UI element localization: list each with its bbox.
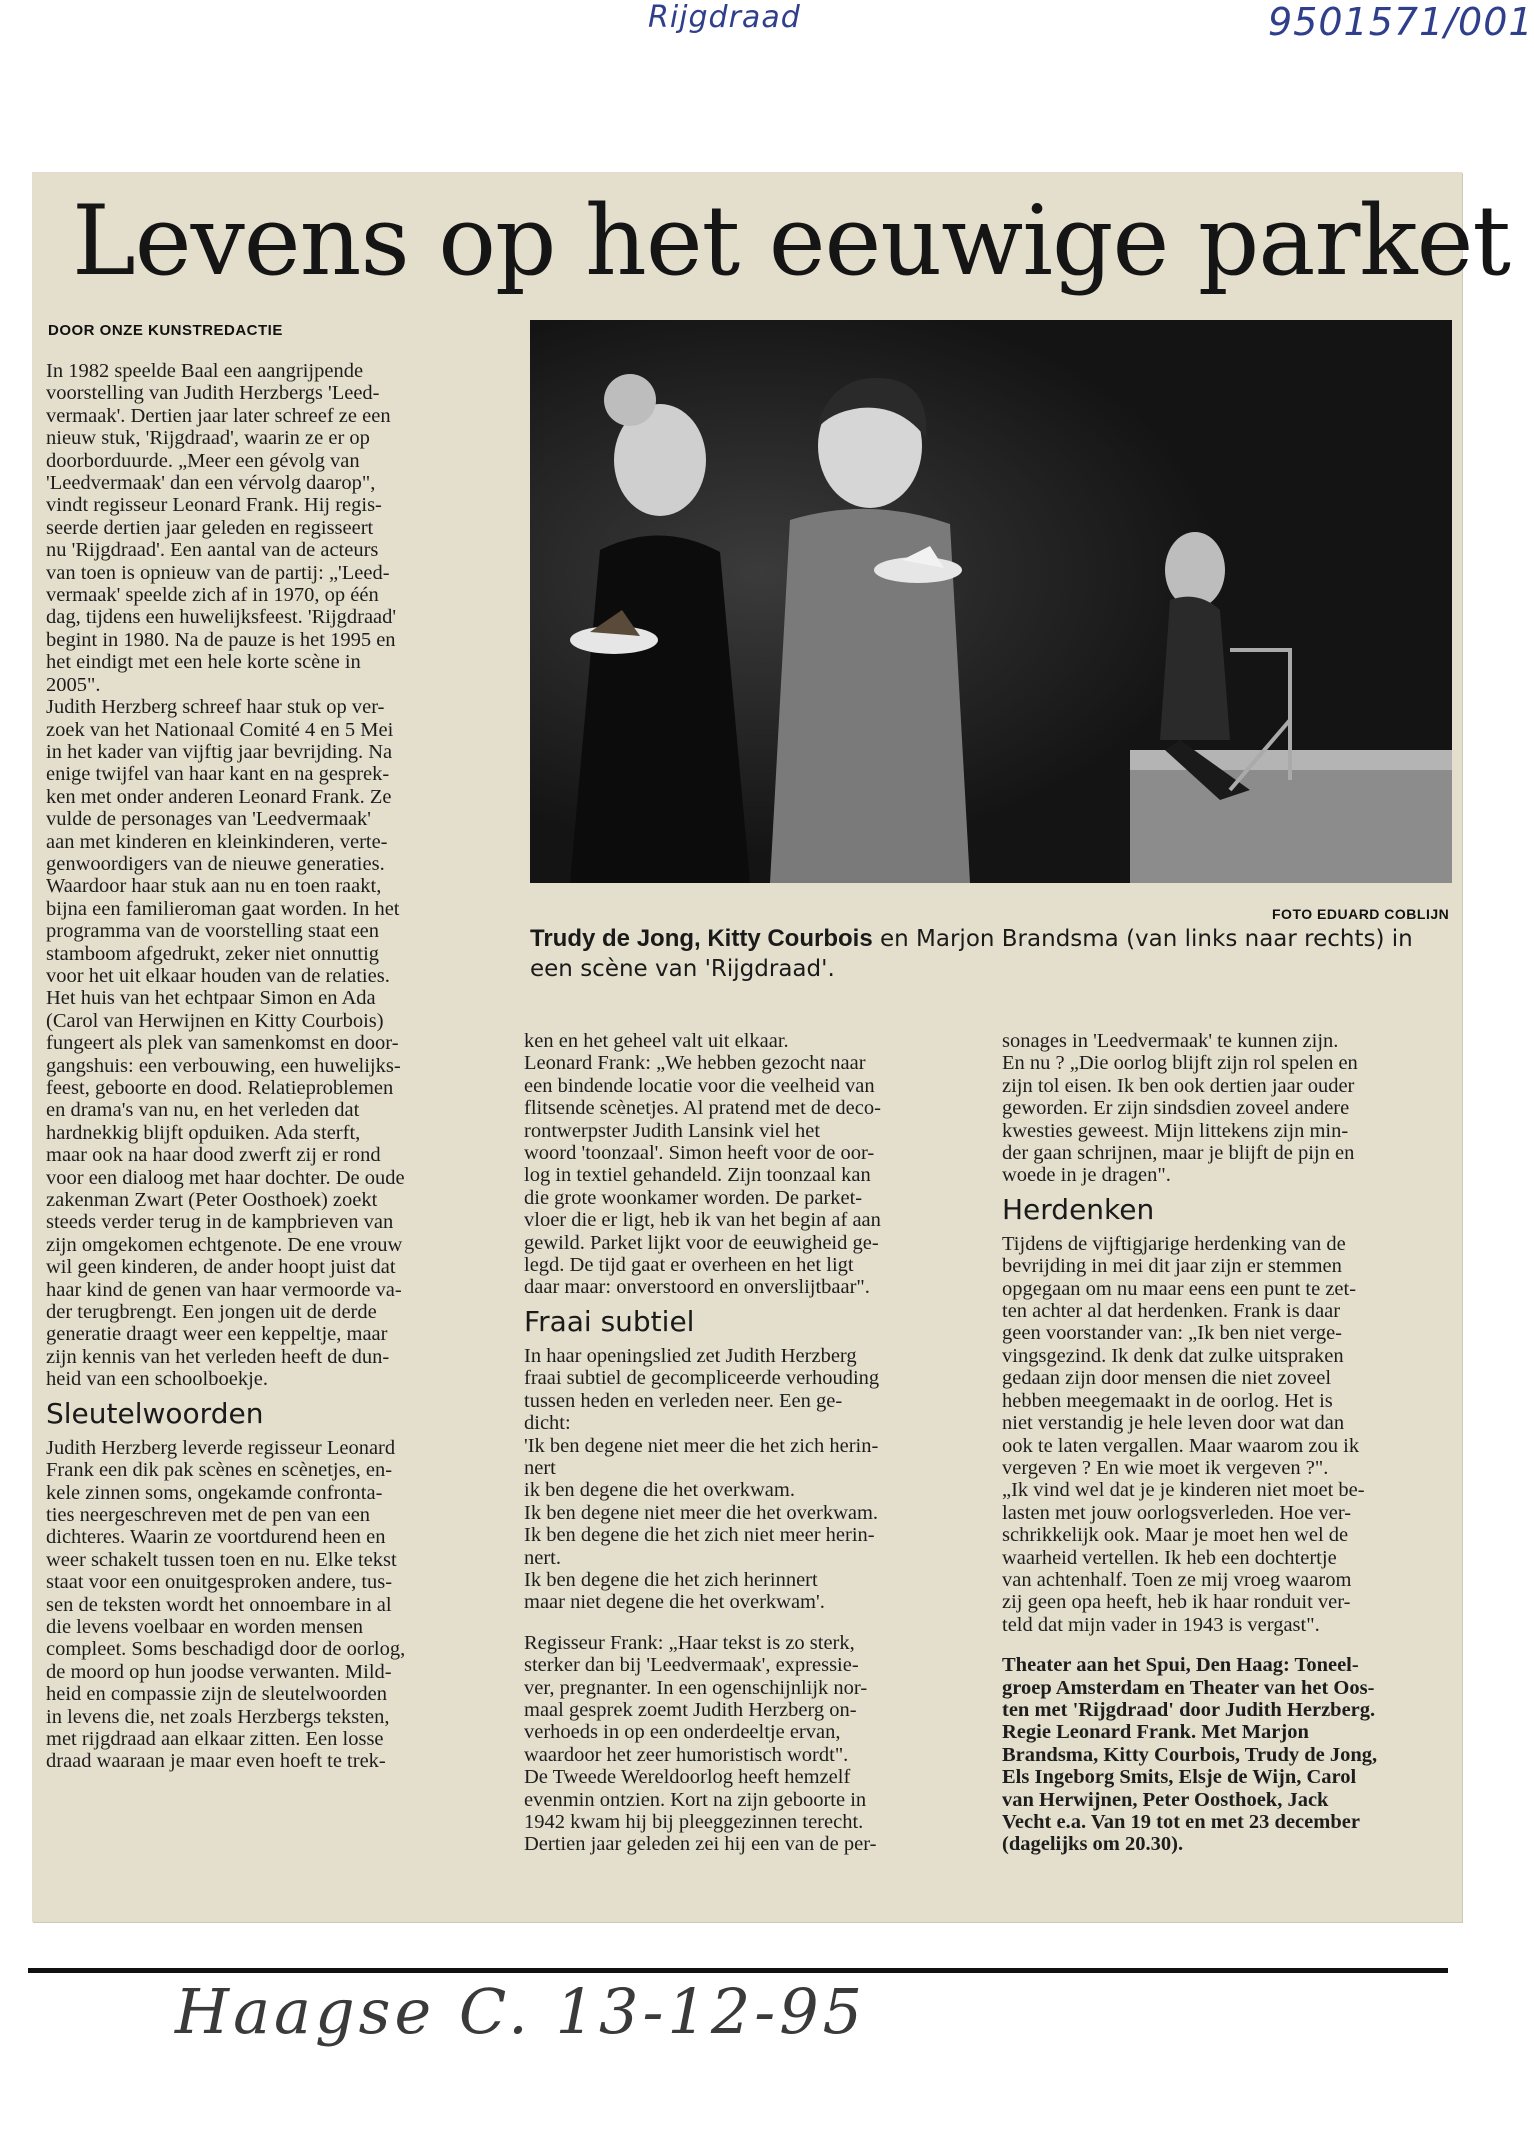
subheading-sleutelwoorden: Sleutelwoorden <box>46 1396 264 1430</box>
article-byline: DOOR ONZE KUNSTREDACTIE <box>48 322 283 339</box>
text-line: sen de teksten wordt het onnoembare in al <box>46 1593 392 1616</box>
text-line: waardoor het zeer humoristisch wordt". <box>524 1743 849 1766</box>
text-line: gewild. Parket lijkt voor de eeuwigheid ge- <box>524 1231 879 1254</box>
text-line: vindt regisseur Leonard Frank. Hij regis- <box>46 494 382 517</box>
text-line: In haar openingslied zet Judith Herzberg <box>524 1344 857 1367</box>
text-line: bijna een familieroman gaat worden. In het <box>46 897 400 920</box>
text-line: ten achter al dat herdenken. Frank is daar <box>1002 1300 1341 1323</box>
text-line: feest, geboorte en dood. Relatieproblemen <box>46 1077 394 1099</box>
text-line: Theater aan het Spui, Den Haag: Toneel- <box>1002 1654 1359 1677</box>
text-line: voor een dialoog met haar dochter. De oude <box>46 1166 405 1189</box>
text-line: Judith Herzberg schreef haar stuk op ver- <box>46 696 385 719</box>
paragraph-group <box>524 1632 984 1856</box>
text-line: hebben meegemaakt in de oorlog. Het is <box>1002 1389 1333 1412</box>
article-column-left <box>46 360 526 1773</box>
text-line: fraai subtiel de gecompliceerde verhouding <box>524 1367 880 1390</box>
newspaper-clipping <box>32 172 1510 1922</box>
article-column-right <box>1002 1030 1452 1856</box>
text-line: opgegaan om nu maar eens een punt te zet- <box>1002 1277 1357 1300</box>
text-line: vermaak' speelde zich af in 1970, op één <box>46 584 379 607</box>
text-line: Leonard Frank: „We hebben gezocht naar <box>524 1052 866 1075</box>
text-line: In 1982 speelde Baal een aangrijpende <box>46 360 364 382</box>
text-line: hardnekkig blijft opduiken. Ada sterft, <box>46 1121 361 1144</box>
text-line: staat voor een onuitgesproken andere, tus- <box>46 1571 393 1594</box>
text-line: in levens die, net zoals Herzbergs teksten, <box>46 1705 390 1728</box>
text-line: De Tweede Wereldoorlog heeft hemzelf <box>524 1766 851 1789</box>
text-line: vermaak'. Dertien jaar later schreef ze een <box>46 404 391 427</box>
text-line: fungeert als plek van samenkomst en door- <box>46 1032 399 1055</box>
paragraph-group <box>524 1345 984 1614</box>
text-line: heid en compassie zijn de sleutelwoorden <box>46 1683 387 1706</box>
text-line: Ik ben degene niet meer die het overkwam. <box>524 1501 879 1524</box>
text-line: nieuw stuk, 'Rijgdraad', waarin ze er op <box>46 427 370 450</box>
text-line: genwoordigers van de nieuwe generaties. <box>46 852 385 875</box>
text-line: Els Ingeborg Smits, Elsje de Wijn, Carol <box>1002 1766 1357 1789</box>
text-line: sonages in 'Leedvermaak' te kunnen zijn. <box>1002 1030 1339 1052</box>
text-line: voorstelling van Judith Herzbergs 'Leed- <box>46 382 380 405</box>
text-line: geworden. Er zijn sindsdien zoveel andere <box>1002 1097 1350 1120</box>
page-divider-rule <box>28 1968 1448 1973</box>
text-line: kele zinnen soms, ongekamde confronta- <box>46 1481 383 1504</box>
photo-caption <box>530 924 1450 984</box>
text-line: flitsende scènetjes. Al pratend met de deco- <box>524 1097 881 1120</box>
text-line: weer schakelt tussen toen en nu. Elke tekst <box>46 1548 397 1571</box>
text-line: doorborduurde. „Meer een gévolg van <box>46 449 360 472</box>
text-line: nert <box>524 1456 556 1479</box>
text-line: Judith Herzberg leverde regisseur Leonard <box>46 1436 396 1459</box>
text-line: dicht: <box>524 1412 571 1435</box>
text-line: vulde de personages van 'Leedvermaak' <box>46 808 371 831</box>
text-line: legd. De tijd gaat er overheen en het ligt <box>524 1254 854 1277</box>
text-line: Ik ben degene die het zich herinnert <box>524 1568 818 1591</box>
text-line: zijn kennis van het verleden heeft de dun- <box>46 1345 390 1368</box>
text-line: een bindende locatie voor die veelheid van <box>524 1074 875 1097</box>
text-line: ver, pregnanter. In een ogenschijnlijk nor- <box>524 1676 868 1699</box>
text-line: rontwerpster Judith Lansink viel het <box>524 1119 821 1142</box>
text-line: compleet. Soms beschadigd door de oorlog, <box>46 1638 406 1661</box>
text-line: Het huis van het echtpaar Simon en Ada <box>46 987 376 1010</box>
text-line: ook te laten vergallen. Maar waarom zou ik <box>1002 1434 1360 1457</box>
text-line: nert. <box>524 1546 561 1569</box>
text-line: Vecht e.a. Van 19 tot en met 23 december <box>1002 1811 1360 1833</box>
text-line: draad waaraan je maar even hoeft te trek- <box>46 1750 386 1773</box>
text-line: die grote woonkamer worden. De parket- <box>524 1186 863 1209</box>
text-line: Tijdens de vijftigjarige herdenking van de <box>1002 1232 1346 1255</box>
text-line: lasten met jouw oorlogsverleden. Hoe ver- <box>1002 1501 1352 1524</box>
text-line: 'Ik ben degene niet meer die het zich herin- <box>524 1434 879 1457</box>
text-line: stamboom afgedrukt, zeker niet onnuttig <box>46 942 380 965</box>
text-line: tussen heden en verleden neer. Een ge- <box>524 1389 843 1412</box>
text-line: 'Leedvermaak' dan een vérvolg daarop", <box>46 472 376 495</box>
text-line: Frank een dik pak scènes en scènetjes, en- <box>46 1459 393 1482</box>
text-line: in het kader van vijftig jaar bevrijding. Na <box>46 740 393 763</box>
photo-credit: FOTO EDUARD COBLIJN <box>1272 906 1450 922</box>
text-line: zijn tol eisen. Ik ben ook dertien jaar ouder <box>1002 1074 1355 1097</box>
text-line: log in textiel gehandeld. Zijn toonzaal kan <box>524 1164 871 1187</box>
text-line: Ik ben degene die het zich niet meer herin- <box>524 1524 875 1547</box>
text-line: zij geen opa heeft, heb ik haar ronduit ver- <box>1002 1591 1351 1614</box>
text-line: sterker dan bij 'Leedvermaak', expressie- <box>524 1654 859 1677</box>
text-line: maar ook na haar dood zwerft zij er rond <box>46 1144 381 1167</box>
text-line: 1942 kwam hij bij pleeggezinnen terecht. <box>524 1811 864 1833</box>
stage-photo-illustration <box>530 320 1452 883</box>
text-line: gedaan zijn door mensen die niet zoveel <box>1002 1367 1332 1390</box>
text-line: evenmin ontzien. Kort na zijn geboorte in <box>524 1788 867 1811</box>
text-line: Regisseur Frank: „Haar tekst is zo sterk, <box>524 1631 855 1654</box>
text-line: Regie Leonard Frank. Met Marjon <box>1002 1721 1309 1744</box>
text-line: groep Amsterdam en Theater van het Oos- <box>1002 1676 1375 1699</box>
paragraph-group <box>46 1437 526 1773</box>
text-line: geen voorstander van: „Ik ben niet verge- <box>1002 1322 1343 1345</box>
text-line: steeds verder terug in de kampbrieven van <box>46 1211 394 1234</box>
text-line: daar maar: onverstoord en onverslijtbaar". <box>524 1276 870 1299</box>
text-line: En nu ? „Die oorlog blijft zijn rol spelen en <box>1002 1052 1358 1075</box>
text-line: dichteres. Waarin ze voortdurend heen en <box>46 1526 386 1549</box>
text-line: het eindigt met een hele korte scène in <box>46 651 361 674</box>
text-line: programma van de voorstelling staat een <box>46 920 380 943</box>
text-line: wil geen kinderen, de ander hoopt juist dat <box>46 1256 396 1279</box>
text-line: begint in 1980. Na de pauze is het 1995 en <box>46 628 396 651</box>
text-line: en drama's van nu, en het verleden dat <box>46 1099 360 1122</box>
text-line: 2005". <box>46 673 101 696</box>
text-line: van achtenhalf. Toen ze mij vroeg waarom <box>1002 1568 1352 1591</box>
text-line: van toen is opnieuw van de partij: „'Leed- <box>46 561 390 584</box>
text-line: ken met onder anderen Leonard Frank. Ze <box>46 785 392 808</box>
spacer <box>524 1614 984 1632</box>
text-line: voor het uit elkaar houden van de relaties. <box>46 964 390 987</box>
caption-text: en Marjon Brandsma (van links naar rechts) in een scène van 'Rijgdraad'. <box>530 926 1413 982</box>
text-line: generatie draagt weer een keppeltje, maar <box>46 1323 388 1346</box>
subheading-fraai-subtiel: Fraai subtiel <box>524 1304 695 1338</box>
text-line: nu 'Rijgdraad'. Een aantal van de acteurs <box>46 539 379 562</box>
paragraph-group <box>1002 1233 1452 1636</box>
text-line: vingsgezind. Ik denk dat zulke uitspraken <box>1002 1344 1344 1367</box>
text-line: maar niet degene die het overkwam'. <box>524 1591 825 1614</box>
text-line: heid van een schoolboekje. <box>46 1368 269 1391</box>
text-line: van Herwijnen, Peter Oosthoek, Jack <box>1002 1788 1329 1811</box>
text-line: zakenman Zwart (Peter Oosthoek) zoekt <box>46 1189 378 1212</box>
text-line: ken en het geheel valt uit elkaar. <box>524 1030 789 1052</box>
paragraph-group <box>1002 1030 1452 1187</box>
text-line: aan met kinderen en kleinkinderen, verte- <box>46 830 388 853</box>
text-line: schrikkelijk ook. Maar je moet hen wel de <box>1002 1524 1349 1547</box>
text-line: haar kind de genen van haar vermoorde va- <box>46 1278 402 1301</box>
text-line: der gaan schrijnen, maar je blijft de pijn en <box>1002 1142 1355 1165</box>
performance-credits <box>1002 1654 1452 1856</box>
text-line: niet verstandig je hele leven door wat dan <box>1002 1412 1345 1435</box>
text-line: woord 'toonzaal'. Simon heeft voor de oor- <box>524 1142 875 1165</box>
article-column-middle <box>524 1030 984 1856</box>
text-line: dag, tijdens een huwelijksfeest. 'Rijgdraad' <box>46 606 397 629</box>
text-line: kwesties geweest. Mijn littekens zijn min- <box>1002 1119 1349 1142</box>
subheading-herdenken: Herdenken <box>1002 1192 1155 1226</box>
text-line: woede in je dragen". <box>1002 1164 1171 1187</box>
text-line: „Ik vind wel dat je je kinderen niet moet be- <box>1002 1479 1365 1502</box>
paragraph-group <box>524 1030 984 1299</box>
text-line: zijn omgekomen echtgenote. De ene vrouw <box>46 1233 403 1256</box>
spacer <box>1002 1636 1452 1654</box>
text-line: waarheid vertellen. Ik heb een dochtertje <box>1002 1546 1337 1569</box>
text-line: vloer die er ligt, heb ik van het begin af aan <box>524 1209 881 1232</box>
text-line: Dertien jaar geleden zei hij een van de per- <box>524 1833 877 1856</box>
text-line: (dagelijks om 20.30). <box>1002 1833 1184 1856</box>
text-line: Waardoor haar stuk aan nu en toen raakt, <box>46 875 382 898</box>
text-line: gangshuis: een verbouwing, een huwelijks- <box>46 1054 401 1077</box>
text-line: verhoeds in op een onderdeeltje ervan, <box>524 1721 841 1744</box>
text-line: die levens voelbaar en worden mensen <box>46 1615 364 1638</box>
text-line: zoek van het Nationaal Comité 4 en 5 Mei <box>46 718 394 741</box>
text-line: ik ben degene die het overkwam. <box>524 1479 795 1502</box>
handwritten-archive-number: 9501571/001 <box>1268 0 1534 44</box>
text-line: vergeven ? En wie moet ik vergeven ?". <box>1002 1456 1329 1479</box>
text-line: ties neergeschreven met de pen van een <box>46 1503 371 1526</box>
text-line: de moord op hun joodse verwanten. Mild- <box>46 1660 392 1683</box>
handwritten-title-note: Rijgdraad <box>648 0 801 35</box>
handwritten-source-date: Haagse C. 13-12-95 <box>175 1975 867 2048</box>
text-line: Brandsma, Kitty Courbois, Trudy de Jong, <box>1002 1743 1378 1766</box>
text-line: seerde dertien jaar geleden en regisseert <box>46 516 374 539</box>
text-line: bevrijding in mei dit jaar zijn er stemmen <box>1002 1255 1342 1278</box>
text-line: der terugbrengt. Een jongen uit de derde <box>46 1301 377 1324</box>
article-headline: Levens op het eeuwige parket <box>72 185 1510 297</box>
text-line: met rijgdraad aan elkaar zitten. Een losse <box>46 1727 384 1750</box>
caption-names: Trudy de Jong, Kitty Courbois <box>530 925 873 952</box>
text-line: enige twijfel van haar kant en na gesprek- <box>46 763 390 786</box>
paragraph-group <box>46 360 526 1391</box>
text-line: teld dat mijn vader in 1943 is vergast". <box>1002 1613 1320 1636</box>
text-line: maal gesprek zoemt Judith Herzberg on- <box>524 1698 857 1721</box>
article-photo <box>530 320 1452 883</box>
text-line: ten met 'Rijgdraad' door Judith Herzberg. <box>1002 1698 1376 1721</box>
text-line: (Carol van Herwijnen en Kitty Courbois) <box>46 1009 384 1032</box>
